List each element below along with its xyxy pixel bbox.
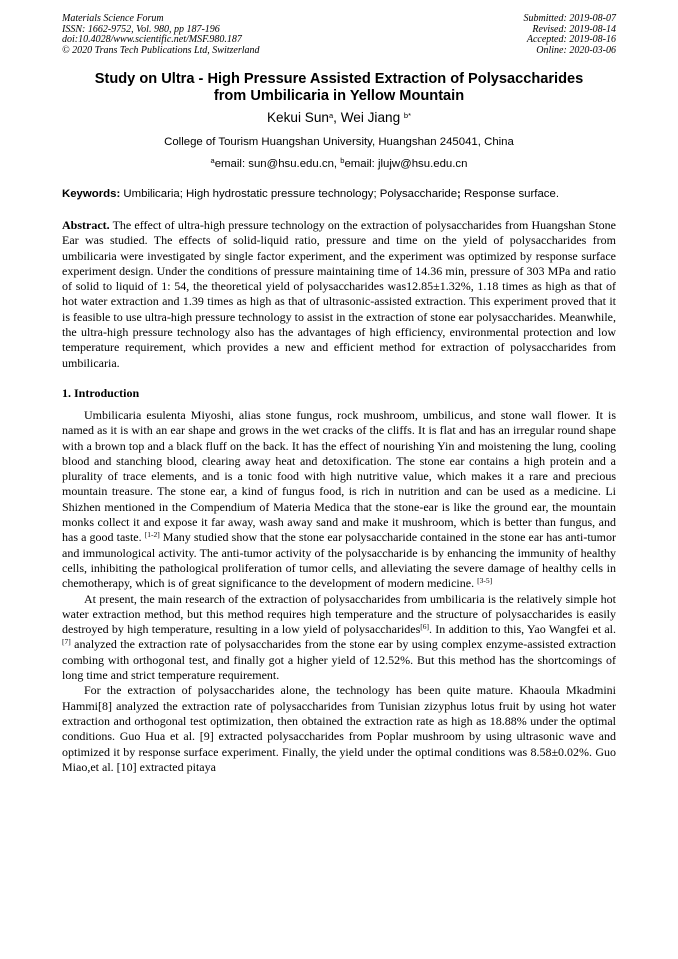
citation-6: [6]: [420, 622, 430, 632]
author-separator: ,: [333, 110, 341, 125]
abstract-text: The effect of ultra-high pressure technology on the extraction of polysaccharides from Huangshan Stone Ear was studied. The effects of solid-liquid ratio, pressure and time on the yield of polysaccharides from umbilicaria were investigated by single factor experiment, and the experiment was optimized by response surface experiment design. Under the conditions of pressure maintaining time of 14.36 min, pressure of 303 MPa and ratio of solid to liquid of 1: 54, the theoretical yield of polysaccharides was12.85±1.32%, 1.18 times as high as that of hot water extraction and 1.39 times as high as that of ultrasonic-assisted extraction. This experiment proved that it is feasible to use ultra-high pressure technology to assist in the extraction of stone ear polysaccharides. Meanwhile, the ultra-high pressure technology also has the advantages of high efficiency, environmental protection and low temperature requirement, which provides a new and efficient method for extraction of polysaccharides from umbilicaria.: [62, 218, 616, 370]
keywords: [62, 187, 616, 201]
intro-p2-text-a: At present, the main research of the extraction of polysaccharides from umbilicaria is the relatively simple hot water extraction method, but this method requires high temperature and the structure of polysaccharides is easily destroyed by high temperature, resulting in a low yield of polysaccharides: [62, 591, 616, 637]
email-b: email: jlujw@hsu.edu.cn: [344, 158, 468, 170]
keywords-last: Response surface.: [460, 188, 559, 200]
journal-copyright: © 2020 Trans Tech Publications Ltd, Switzerland: [62, 44, 260, 56]
citation-7: [7]: [62, 637, 71, 647]
email-b-mark: b: [340, 156, 345, 165]
citation-3-5: [3-5]: [477, 576, 493, 586]
date-accepted: Accepted: 2019-08-16: [526, 34, 616, 45]
author-1: Kekui Sun: [266, 110, 329, 125]
keywords-separator: ;: [457, 188, 461, 200]
intro-paragraph-2: [62, 592, 616, 684]
intro-p2-text-c: analyzed the extraction rate of polysaccharides from the stone ear by using complex enzyme-assisted extraction combing with orthogonal test, and finally got a higher yield of 12.52%. But this method has the shortcomings of long time and strict temperature requirement.: [62, 637, 616, 683]
citation-1-2: [1-2]: [144, 530, 160, 540]
email-a-mark: a: [210, 156, 215, 165]
intro-paragraph-1: [62, 408, 616, 592]
section-heading-introduction: 1. Introduction: [62, 385, 140, 400]
journal-issn: ISSN: 1662-9752, Vol. 980, pp 187-196: [62, 23, 220, 35]
date-revised: Revised: 2019-08-14: [532, 23, 616, 35]
publication-dates: [524, 14, 617, 56]
intro-p2-text-b: . In addition to this, Yao Wangfei et al.: [429, 622, 616, 637]
intro-p1-text-b: Many studied show that the stone ear polysaccharide contained in the stone ear has anti-tumor and immunological activity. The anti-tumor activity of the polysaccharide is by enhancing the immunity of healthy cells, inhibiting the pathological proliferation of tumor cells, and alleviating the severe damage of healthy cells in chemotherapy, which is of great significance to the development of modern medicine.: [62, 530, 616, 591]
abstract: [62, 218, 616, 371]
title-line-2: from Umbilicaria in Yellow Mountain: [213, 88, 465, 104]
paper-title: [62, 71, 616, 105]
date-online: Online: 2020-03-06: [536, 44, 616, 56]
affiliation: College of Tourism Huangshan University, Huangshan 245041, China: [164, 136, 514, 148]
intro-paragraph-3: For the extraction of polysaccharides alone, the technology has been quite mature. Khaoula Mkadmini Hammi[8] analyzed the extraction rate of polysaccharides from Tunisian zizyphus lotus fruit by using hot water extraction and orthogonal test optimization, then obtained the extraction rate as high as 18.88% under the optimal conditions. Guo Hua et al. [9] extracted polysaccharides from Poplar mushroom by using ultrasonic wave and optimized it by response surface experiment. Finally, the yield under the optimal conditions was 8.58±0.02%. Guo Miao,et al. [10] extracted pitaya: [62, 683, 616, 774]
author-1-mark: a: [328, 111, 334, 120]
journal-info: [62, 14, 260, 56]
journal-doi: doi:10.4028/www.scientific.net/MSF.980.187: [62, 34, 242, 45]
intro-p1-text-a: Umbilicaria esulenta Miyoshi, alias stone fungus, rock mushroom, umbilicus, and stone wall flower. It is named as it is with an ear shape and grows in the wet cracks of the cliffs. It is flat and has an irregular round shape with a brown top and a black fluff on the back. It has the effect of nourishing Yin and moistening the lung, cooling blood and stanching blood, clearing away heat and detoxification. The stone ear contains a high protein and a plurality of trace elements, and is a tonic food with high nutritive value, which makes it a rare and precious mountain treasure. The stone ear, a kind of fungus food, is rich in nutrition and can be used as a medicine. Li Shizhen mentioned in the Compendium of Materia Medica that the stone-ear is like the ground ear, the mountain monks collect it and expose it far away, wash away sand and make it mushroom, which is better than fungus, and has a good taste.: [62, 407, 616, 545]
abstract-label: Abstract.: [62, 218, 110, 232]
author-2-mark: b*: [403, 111, 411, 120]
journal-name: Materials Science Forum: [62, 13, 164, 24]
title-line-1: Study on Ultra - High Pressure Assisted Extraction of Polysaccharides: [94, 71, 584, 87]
paper-page: [62, 14, 616, 775]
journal-header: [62, 14, 616, 56]
keywords-text: Umbilicaria; High hydrostatic pressure technology; Polysaccharide: [120, 188, 458, 200]
author-list: [62, 109, 616, 127]
email-a: email: sun@hsu.edu.cn,: [214, 158, 341, 170]
email-line: [62, 157, 616, 171]
author-2: Wei Jiang: [340, 110, 404, 125]
keywords-label: Keywords:: [62, 188, 121, 200]
date-submitted: Submitted: 2019-08-07: [523, 13, 616, 24]
